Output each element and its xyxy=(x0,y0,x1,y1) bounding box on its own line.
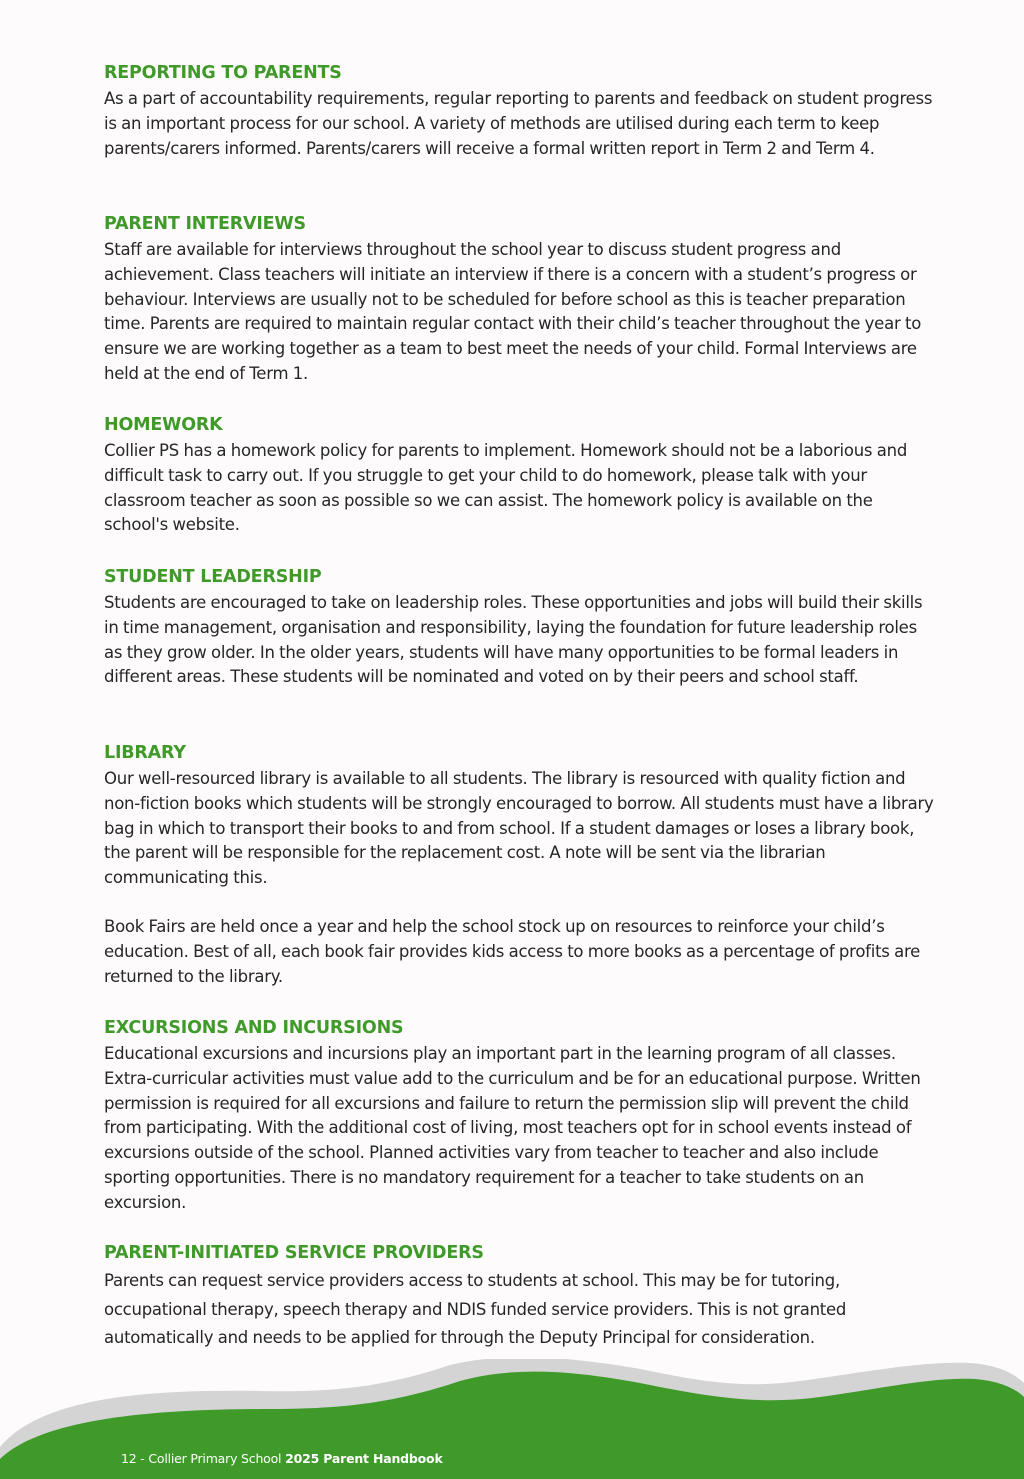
section-paragraph: Educational excursions and incursions play an important part in the learning program of all classes. Extra-curricular activities must value add to the curriculum and be for an educational purpose. Written permission is required for all excursions and failure to return the permission slip will prevent the child from participating. With the additional cost of living, most teachers opt for in school events instead of excursions outside of the school. Planned activities vary from teacher to teacher and also include sporting opportunities. There is no mandatory requirement for a teacher to take students on an excursion. xyxy=(104,1044,921,1212)
section-excursions-and-incursions xyxy=(104,1015,934,1216)
section-heading: REPORTING TO PARENTS xyxy=(104,63,342,83)
section-homework xyxy=(104,412,934,538)
section-paragraph: Students are encouraged to take on leadership roles. These opportunities and jobs will build their skills in time management, organisation and responsibility, laying the foundation for future leadership roles as they grow older. In the older years, students will have many opportunities to be formal leaders in different areas. These students will be nominated and voted on by their peers and school staff. xyxy=(104,593,923,687)
section-library xyxy=(104,740,934,989)
section-heading: PARENT-INITIATED SERVICE PROVIDERS xyxy=(104,1243,484,1263)
section-paragraph: Book Fairs are held once a year and help the school stock up on resources to reinforce your child’s education. Best of all, each book fair provides kids access to more books as a percentage of profits are returned to the library. xyxy=(104,916,921,986)
section-heading: PARENT INTERVIEWS xyxy=(104,214,306,234)
section-parent-initiated-service-providers xyxy=(104,1240,934,1353)
footer-prefix: 12 - Collier Primary School xyxy=(121,1451,286,1466)
section-parent-interviews xyxy=(104,211,934,387)
section-paragraph: Staff are available for interviews throughout the school year to discuss student progress and achievement. Class teachers will initiate an interview if there is a concern with a student’s progress or behaviour. Interviews are usually not to be scheduled for before school as this is teacher preparation time. Parents are required to maintain regular contact with their child’s teacher throughout the year to ensure we are working together as a team to best meet the needs of your child. Formal Interviews are held at the end of Term 1. xyxy=(104,240,922,383)
section-paragraph: Our well-resourced library is available to all students. The library is resourced with quality fiction and non-fiction books which students will be strongly encouraged to borrow. All students must have a library bag in which to transport their books to and from school. If a student damages or loses a library book, the parent will be responsible for the replacement cost. A note will be sent via the librarian communicating this. xyxy=(104,769,934,888)
footer-handbook-title: 2025 Parent Handbook xyxy=(285,1451,443,1466)
section-paragraph: As a part of accountability requirements, regular reporting to parents and feedback on student progress is an important process for our school. A variety of methods are utilised during each term to keep parents/carers informed. Parents/carers will receive a formal written report in Term 2 and Term 4. xyxy=(104,89,933,158)
section-paragraph: Collier PS has a homework policy for parents to implement. Homework should not be a laborious and difficult task to carry out. If you struggle to get your child to do homework, please talk with your classroom teacher as soon as possible so we can assist. The homework policy is available on the school's website. xyxy=(104,441,908,535)
section-reporting-to-parents xyxy=(104,60,934,161)
section-paragraph: Parents can request service providers access to students at school. This may be for tutoring, occupational therapy, speech therapy and NDIS funded service providers. This is not granted automatically and needs to be applied for through the Deputy Principal for consideration. xyxy=(104,1271,847,1347)
section-student-leadership xyxy=(104,564,934,690)
section-heading: EXCURSIONS AND INCURSIONS xyxy=(104,1018,404,1038)
section-heading: HOMEWORK xyxy=(104,415,223,435)
section-heading: STUDENT LEADERSHIP xyxy=(104,567,322,587)
section-heading: LIBRARY xyxy=(104,743,186,763)
footer-page-label xyxy=(121,1451,443,1466)
